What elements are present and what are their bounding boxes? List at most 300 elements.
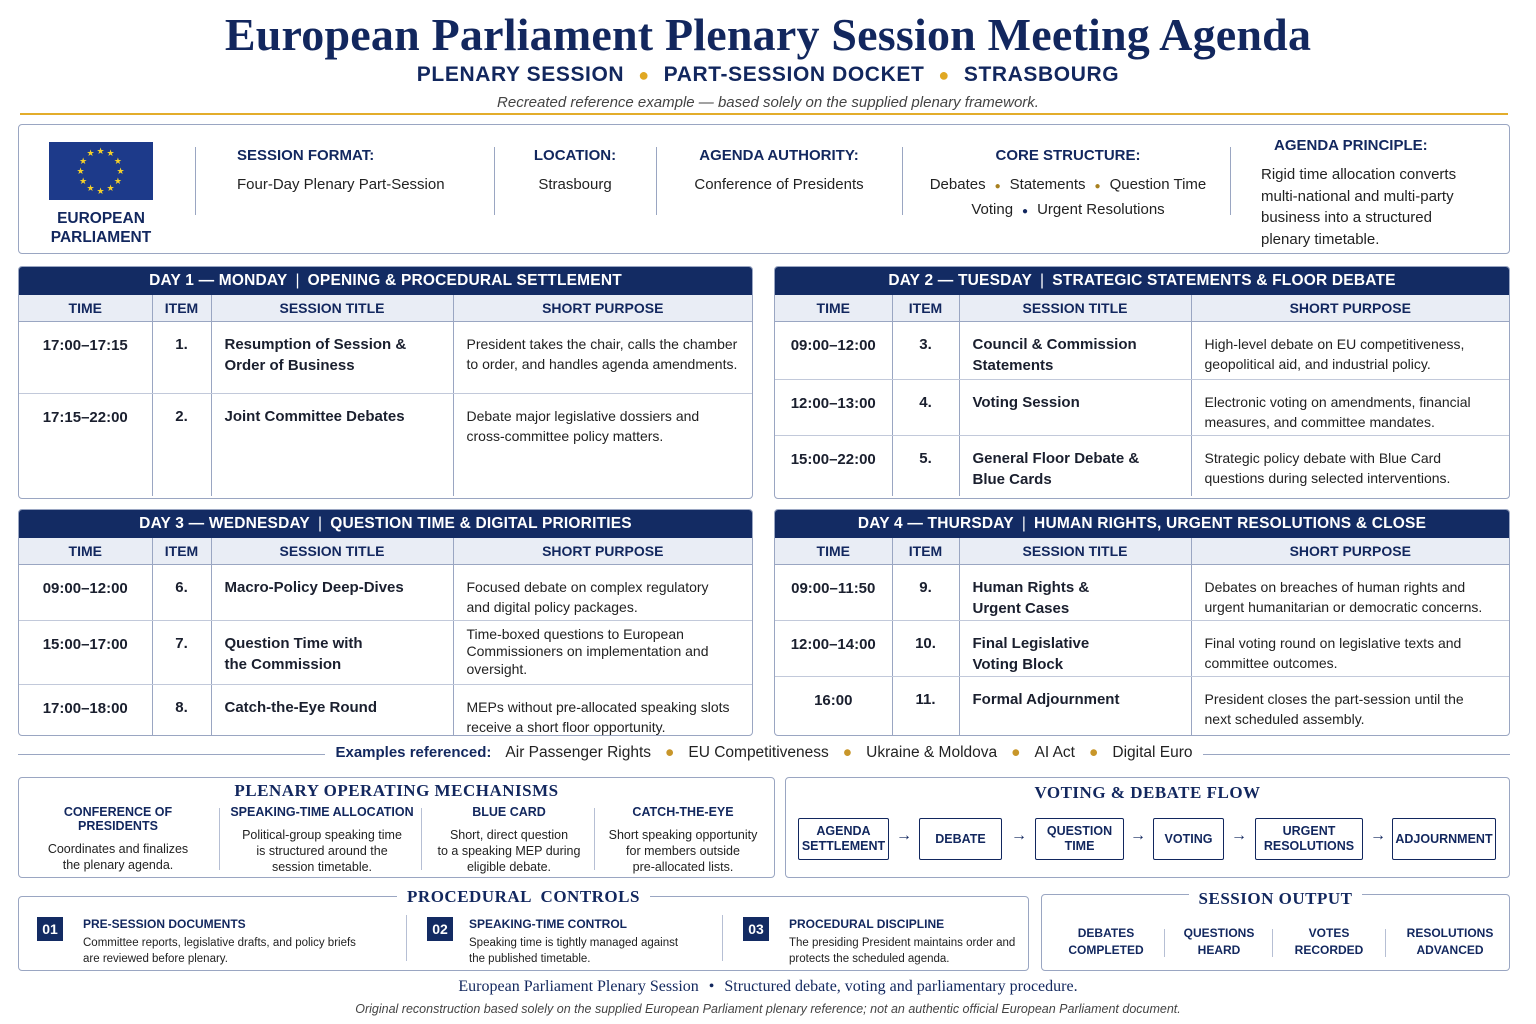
divider — [656, 147, 657, 215]
mechanism-body — [425, 827, 593, 875]
output-line: ADVANCED — [1416, 943, 1484, 957]
procedural-controls-panel — [18, 887, 1029, 971]
agenda-principle-block — [1261, 137, 1501, 250]
session-format-block — [217, 147, 487, 193]
purpose-line: committee outcomes. — [1204, 654, 1338, 671]
day-label: DAY 4 — THURSDAY — [857, 515, 1014, 532]
mechanism-line: pre-allocated lists. — [632, 860, 734, 874]
examples-referenced — [18, 744, 1510, 766]
day-4-schedule — [774, 509, 1510, 736]
item-number: 3. — [892, 321, 959, 379]
column-header-title: SESSION TITLE — [211, 295, 453, 321]
session-title-line: Blue Cards — [972, 470, 1052, 488]
mechanism-line: session timetable. — [271, 860, 373, 874]
control-line: protects the scheduled agenda. — [789, 953, 950, 965]
output-questions — [1166, 925, 1272, 959]
item-number: 10. — [892, 620, 959, 676]
output-title — [1042, 889, 1509, 909]
session-purpose — [453, 321, 752, 393]
item-number: 6. — [152, 564, 211, 620]
control-number: 02 — [427, 917, 453, 941]
table-row — [775, 676, 1509, 735]
subtitle-plenary: PLENARY SESSION — [416, 63, 625, 86]
divider — [1385, 929, 1386, 957]
agenda-principle-heading: AGENDA PRINCIPLE: — [1274, 137, 1428, 154]
day-2-schedule — [774, 266, 1510, 499]
agenda-principle-text — [1261, 164, 1501, 250]
table-header-row — [19, 538, 752, 564]
header-divider — [20, 113, 1508, 115]
session-title-line: Voting Session — [972, 393, 1080, 411]
purpose-line: Debate major legislative dossiers and — [466, 407, 700, 424]
session-title-line: Final Legislative — [972, 634, 1090, 652]
session-output-panel — [1041, 889, 1510, 971]
location-value: Strasbourg — [538, 176, 612, 193]
subtitle-location: STRASBOURG — [963, 63, 1120, 86]
table-header-row — [775, 538, 1509, 564]
session-title-line: General Floor Debate & — [972, 449, 1140, 467]
session-purpose — [453, 393, 752, 496]
flow-step-debate — [919, 818, 1002, 860]
separator: | — [1021, 515, 1027, 532]
star-icon: ★ — [79, 155, 88, 166]
core-structure-block — [905, 147, 1231, 218]
purpose-line: President closes the part-session until the — [1204, 690, 1464, 707]
purpose-line: Time-boxed questions to European — [466, 625, 684, 642]
divider — [902, 147, 903, 215]
purpose-line: and digital policy packages. — [466, 598, 638, 615]
bullet-icon: ● — [938, 65, 950, 85]
session-title-line: Question Time with — [224, 634, 363, 652]
output-line: QUESTIONS — [1183, 926, 1255, 940]
item-number: 2. — [152, 393, 211, 496]
item-number: 7. — [152, 620, 211, 684]
separator: | — [1040, 272, 1045, 289]
column-header-item: ITEM — [892, 538, 959, 564]
day-theme: QUESTION TIME & DIGITAL PRIORITIES — [330, 515, 632, 532]
table-row — [775, 620, 1509, 676]
session-purpose — [1191, 564, 1509, 620]
example-item: Digital Euro — [1112, 744, 1193, 761]
flow-step-line: TIME — [1064, 839, 1095, 853]
control-heading: SPEAKING-TIME CONTROL — [469, 917, 627, 931]
principle-line: business into a structured — [1261, 209, 1432, 226]
mechanism-heading: SPEAKING-TIME ALLOCATION — [230, 805, 414, 819]
table-row — [775, 435, 1509, 496]
table-row — [19, 684, 752, 736]
session-title-line: Catch-the-Eye Round — [224, 698, 378, 716]
flow-title — [786, 783, 1509, 803]
output-debates — [1052, 925, 1160, 959]
flow-step-line: DEBATE — [935, 831, 986, 846]
session-title — [959, 321, 1191, 379]
controls-title-text: PROCEDURAL CONTROLS — [397, 887, 650, 906]
control-number: 03 — [743, 917, 769, 941]
session-purpose — [1191, 620, 1509, 676]
star-icon: ★ — [96, 145, 105, 156]
mechanism-line: is structured around the — [256, 844, 388, 858]
divider — [406, 915, 407, 961]
example-item: Air Passenger Rights — [505, 744, 651, 761]
schedule-table — [775, 295, 1509, 496]
divider — [219, 808, 220, 870]
bullet-icon: ● — [665, 744, 675, 761]
example-item: EU Competitiveness — [688, 744, 829, 761]
authority-value: Conference of Presidents — [694, 176, 864, 193]
control-line: the published timetable. — [469, 953, 591, 965]
flow-step-line: URGENT — [1282, 824, 1336, 838]
session-format-heading: SESSION FORMAT: — [237, 147, 375, 164]
core-item-urgent-resolutions: Urgent Resolutions — [1037, 201, 1165, 218]
table-row — [19, 393, 752, 496]
control-heading: PRE-SESSION DOCUMENTS — [83, 917, 246, 931]
purpose-line: Debates on breaches of human rights and — [1204, 578, 1466, 595]
mechanism-line: for members outside — [626, 844, 740, 858]
divider — [594, 808, 595, 870]
table-row — [19, 620, 752, 684]
session-time: 15:00–17:00 — [19, 620, 152, 684]
session-time: 09:00–12:00 — [19, 564, 152, 620]
mechanism-line: Coordinates and finalizes — [47, 842, 189, 856]
session-time: 09:00–12:00 — [775, 321, 892, 379]
session-purpose — [1191, 676, 1509, 735]
arrow-right-icon: → — [1370, 827, 1386, 844]
footer-right: Structured debate, voting and parliamentary procedure. — [724, 978, 1078, 995]
session-time: 12:00–14:00 — [775, 620, 892, 676]
core-structure-line2 — [905, 201, 1231, 218]
example-item: AI Act — [1034, 744, 1075, 761]
output-line: RECORDED — [1294, 943, 1364, 957]
session-title-line: Council & Commission — [972, 335, 1137, 353]
mechanism-line: eligible debate. — [466, 860, 552, 874]
session-title — [959, 676, 1191, 735]
column-header-item: ITEM — [152, 538, 211, 564]
day-3-schedule — [18, 509, 753, 736]
star-icon: ★ — [96, 185, 105, 196]
authority-block — [659, 147, 899, 193]
session-title — [211, 684, 453, 736]
session-title-line: Urgent Cases — [972, 599, 1070, 617]
purpose-line: measures, and committee mandates. — [1204, 413, 1435, 430]
table-row — [19, 564, 752, 620]
mechanism-speaking-time — [223, 805, 421, 875]
schedule-table — [19, 538, 752, 736]
output-line: HEARD — [1197, 943, 1241, 957]
controls-title — [19, 887, 1028, 907]
day-header — [19, 510, 752, 538]
purpose-line: questions during selected interventions. — [1204, 469, 1451, 486]
divider — [1272, 929, 1273, 957]
mechanism-blue-card — [425, 805, 593, 875]
session-title — [959, 435, 1191, 496]
session-time: 17:00–17:15 — [19, 321, 152, 393]
bullet-icon: ● — [842, 744, 853, 761]
session-title-line: Human Rights & — [972, 578, 1090, 596]
session-purpose — [453, 564, 752, 620]
control-number: 01 — [37, 917, 63, 941]
mechanism-conference — [23, 805, 213, 873]
page-title: European Parliament Plenary Session Meeting Agenda — [224, 9, 1312, 60]
location-heading: LOCATION: — [533, 147, 617, 164]
bullet-icon: ● — [1089, 744, 1099, 761]
purpose-line: receive a short floor opportunity. — [466, 718, 666, 735]
column-header-time: TIME — [775, 295, 892, 321]
item-number: 5. — [892, 435, 959, 496]
core-item-question-time: Question Time — [1109, 176, 1207, 193]
item-number: 8. — [152, 684, 211, 736]
session-title-line: Statements — [972, 356, 1054, 374]
item-number: 1. — [152, 321, 211, 393]
control-line: are reviewed before plenary. — [83, 953, 228, 965]
core-item-statements: Statements — [1009, 176, 1086, 193]
divider — [421, 808, 422, 870]
reference-note — [0, 94, 1536, 112]
flow-step-line: RESOLUTIONS — [1263, 839, 1355, 853]
session-time: 16:00 — [775, 676, 892, 735]
star-icon: ★ — [106, 182, 115, 193]
column-header-purpose: SHORT PURPOSE — [1191, 538, 1509, 564]
output-line: DEBATES — [1077, 926, 1135, 940]
star-icon: ★ — [116, 165, 125, 176]
star-icon: ★ — [106, 148, 115, 159]
location-block — [495, 147, 655, 193]
control-body — [469, 935, 678, 967]
item-number: 4. — [892, 379, 959, 435]
bullet-icon: ● — [1094, 181, 1101, 192]
column-header-item: ITEM — [892, 295, 959, 321]
arrow-right-icon: → — [1130, 827, 1146, 844]
session-time: 17:15–22:00 — [19, 393, 152, 496]
divider — [722, 915, 723, 961]
table-header-row — [19, 295, 752, 321]
session-title — [211, 564, 453, 620]
disclaimer: Original reconstruction based solely on the supplied European Parliament plenary reference; not an authentic official European Parliament document. — [355, 1002, 1181, 1016]
table-row — [775, 564, 1509, 620]
star-icon: ★ — [86, 148, 95, 159]
column-header-item: ITEM — [152, 295, 211, 321]
arrow-right-icon: → — [1011, 827, 1027, 844]
day-label: DAY 1 — MONDAY — [149, 272, 288, 289]
bullet-icon: ● — [638, 65, 650, 85]
flow-step-agenda-settlement — [798, 818, 889, 860]
flow-step-line: AGENDA — [816, 824, 871, 838]
control-line: Speaking time is tightly managed against — [469, 937, 679, 949]
star-icon: ★ — [86, 182, 95, 193]
bullet-icon: • — [708, 978, 715, 995]
session-title — [211, 321, 453, 393]
flow-step-voting — [1153, 818, 1224, 860]
eu-logo-line1: EUROPEAN — [57, 210, 145, 227]
session-time: 15:00–22:00 — [775, 435, 892, 496]
column-header-purpose: SHORT PURPOSE — [453, 538, 752, 564]
purpose-line: oversight. — [466, 660, 528, 677]
session-title-line: Formal Adjournment — [972, 690, 1120, 708]
separator: | — [317, 515, 323, 532]
purpose-line: urgent humanitarian or democratic concerns. — [1204, 598, 1483, 615]
session-title-line: Macro-Policy Deep-Dives — [224, 578, 404, 596]
arrow-right-icon: → — [1231, 827, 1247, 844]
flow-step-line: QUESTION — [1046, 824, 1113, 838]
flow-step-line: SETTLEMENT — [801, 839, 886, 853]
day-header — [19, 267, 752, 295]
purpose-line: next scheduled assembly. — [1204, 710, 1365, 727]
session-title — [211, 620, 453, 684]
eu-flag-icon — [49, 142, 153, 200]
column-header-title: SESSION TITLE — [959, 295, 1191, 321]
day-label: DAY 3 — WEDNESDAY — [139, 515, 310, 532]
table-row — [775, 321, 1509, 379]
operating-mechanisms-panel — [18, 777, 775, 878]
day-theme: STRATEGIC STATEMENTS & FLOOR DEBATE — [1052, 272, 1396, 289]
purpose-line: High-level debate on EU competitiveness, — [1204, 335, 1465, 352]
day-theme: HUMAN RIGHTS, URGENT RESOLUTIONS & CLOSE — [1034, 515, 1427, 532]
session-purpose — [453, 620, 752, 684]
flow-step-question-time — [1035, 818, 1124, 860]
output-resolutions — [1388, 925, 1512, 959]
output-line: COMPLETED — [1068, 943, 1144, 957]
star-icon: ★ — [79, 175, 88, 186]
schedule-table — [775, 538, 1509, 735]
output-line: RESOLUTIONS — [1406, 926, 1494, 940]
star-icon: ★ — [113, 155, 122, 166]
bullet-icon: ● — [1022, 206, 1029, 217]
session-purpose — [453, 684, 752, 736]
control-line: The presiding President maintains order and — [789, 937, 1016, 949]
examples-label: Examples referenced: — [335, 744, 492, 761]
session-info-panel — [18, 124, 1510, 254]
core-item-voting: Voting — [971, 201, 1014, 218]
authority-heading: AGENDA AUTHORITY: — [699, 147, 859, 164]
mechanism-body — [223, 827, 421, 875]
session-title — [959, 564, 1191, 620]
mechanism-body — [597, 827, 769, 875]
voting-debate-flow-panel — [785, 777, 1510, 878]
arrow-right-icon: → — [896, 827, 912, 844]
session-title — [211, 393, 453, 496]
session-title-line: Voting Block — [972, 655, 1064, 673]
mechanism-line: Political-group speaking time — [242, 828, 402, 842]
mechanism-heading: CONFERENCE OF PRESIDENTS — [63, 805, 173, 833]
divider — [1230, 147, 1231, 215]
item-number: 9. — [892, 564, 959, 620]
page-subtitle — [0, 63, 1536, 87]
session-title-line: Order of Business — [224, 356, 355, 374]
column-header-purpose: SHORT PURPOSE — [1191, 295, 1509, 321]
table-row — [775, 379, 1509, 435]
principle-line: plenary timetable. — [1261, 230, 1380, 248]
column-header-time: TIME — [775, 538, 892, 564]
purpose-line: to order, and handles agenda amendments. — [466, 355, 738, 372]
mechanism-body — [23, 841, 213, 873]
subtitle-docket: PART-SESSION DOCKET — [663, 63, 925, 86]
session-time: 17:00–18:00 — [19, 684, 152, 736]
mechanism-line: Short, direct question — [449, 828, 569, 842]
purpose-line: Commissioners on implementation and — [466, 643, 709, 659]
divider — [195, 147, 196, 215]
example-item: Ukraine & Moldova — [866, 744, 998, 761]
mechanism-line: Short speaking opportunity — [608, 828, 758, 842]
session-time: 09:00–11:50 — [775, 564, 892, 620]
core-structure-heading: CORE STRUCTURE: — [995, 147, 1141, 164]
output-title-text: SESSION OUTPUT — [1189, 889, 1363, 908]
bullet-icon: ● — [994, 181, 1001, 192]
purpose-line: Focused debate on complex regulatory — [466, 578, 709, 595]
control-body — [789, 935, 1015, 967]
control-line: Committee reports, legislative drafts, and policy briefs — [83, 937, 356, 949]
item-number: 11. — [892, 676, 959, 735]
principle-line: multi-national and multi-party — [1261, 187, 1454, 205]
purpose-line: Final voting round on legislative texts and — [1204, 634, 1462, 651]
session-title-line: the Commission — [224, 655, 342, 673]
output-line: VOTES — [1308, 926, 1350, 940]
day-header — [775, 510, 1509, 538]
mechanism-line: the plenary agenda. — [62, 858, 174, 872]
reference-note-text: Recreated reference example — based solely on the supplied plenary framework. — [485, 94, 1051, 111]
day-1-schedule — [18, 266, 753, 499]
mechanisms-title — [19, 781, 774, 801]
flow-title-text: VOTING & DEBATE FLOW — [1024, 783, 1270, 802]
column-header-time: TIME — [19, 538, 152, 564]
mechanism-heading: CATCH-THE-EYE — [632, 805, 734, 819]
output-votes — [1274, 925, 1384, 959]
divider — [1164, 929, 1165, 957]
purpose-line: cross-committee policy matters. — [466, 427, 664, 444]
column-header-time: TIME — [19, 295, 152, 321]
core-structure-line1 — [905, 176, 1231, 193]
table-row — [19, 321, 752, 393]
mechanism-catch-the-eye — [597, 805, 769, 875]
control-heading: PROCEDURAL DISCIPLINE — [789, 917, 945, 931]
core-item-debates: Debates — [929, 176, 986, 193]
session-format-value: Four-Day Plenary Part-Session — [237, 176, 445, 193]
column-header-title: SESSION TITLE — [211, 538, 453, 564]
session-purpose — [1191, 435, 1509, 496]
purpose-line: President takes the chair, calls the chamber — [466, 335, 738, 352]
examples-wrap — [325, 744, 1202, 761]
eu-logo-label — [31, 209, 171, 247]
purpose-line: Strategic policy debate with Blue Card — [1204, 449, 1442, 466]
mechanism-heading: BLUE CARD — [472, 805, 546, 819]
eu-logo-line2: PARLIAMENT — [50, 229, 152, 246]
session-title-line: Resumption of Session & — [224, 335, 407, 353]
session-time: 12:00–13:00 — [775, 379, 892, 435]
day-header — [775, 267, 1509, 295]
schedule-table — [19, 295, 752, 496]
session-title-line: Joint Committee Debates — [224, 407, 405, 425]
day-label: DAY 2 — TUESDAY — [888, 272, 1033, 289]
control-body — [83, 935, 356, 967]
mechanism-line: to a speaking MEP during — [437, 844, 581, 858]
principle-line: Rigid time allocation converts — [1261, 166, 1457, 183]
column-header-purpose: SHORT PURPOSE — [453, 295, 752, 321]
session-title — [959, 379, 1191, 435]
footer-tagline — [0, 978, 1536, 996]
star-icon: ★ — [113, 175, 122, 186]
star-icon: ★ — [76, 165, 85, 176]
separator: | — [295, 272, 300, 289]
purpose-line: geopolitical aid, and industrial policy. — [1204, 355, 1431, 372]
day-theme: OPENING & PROCEDURAL SETTLEMENT — [307, 272, 622, 289]
bullet-icon: ● — [1011, 744, 1021, 761]
flow-step-urgent-resolutions — [1255, 818, 1363, 860]
table-header-row — [775, 295, 1509, 321]
column-header-title: SESSION TITLE — [959, 538, 1191, 564]
session-purpose — [1191, 379, 1509, 435]
flow-step-line: VOTING — [1164, 831, 1213, 846]
session-purpose — [1191, 321, 1509, 379]
purpose-line: Electronic voting on amendments, financial — [1204, 393, 1471, 410]
flow-step-line: ADJOURNMENT — [1395, 831, 1493, 846]
